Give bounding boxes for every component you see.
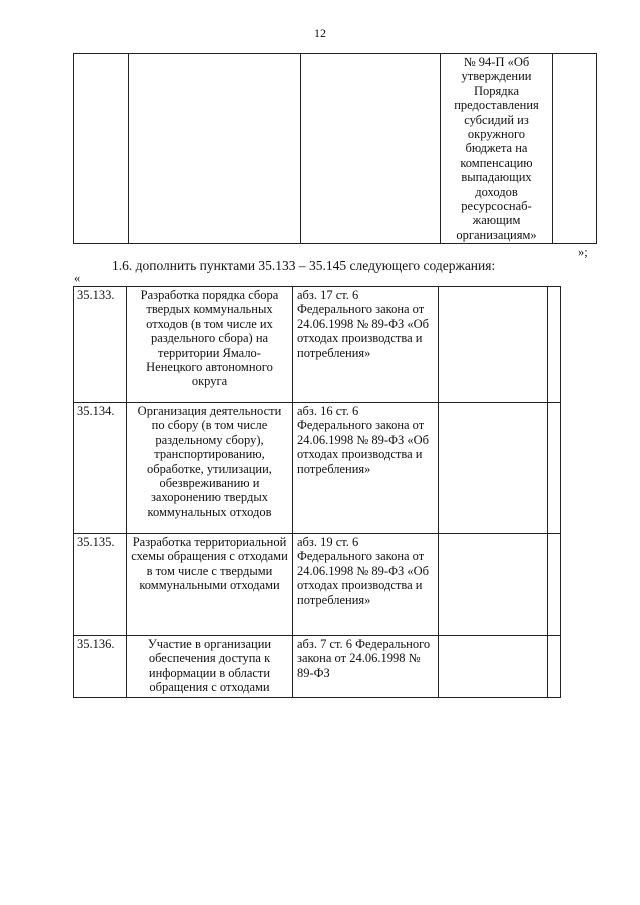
table-row — [74, 534, 561, 636]
item-number: 35.135. — [74, 534, 127, 636]
amendment-paragraph: 1.6. дополнить пунктами 35.133 – 35.145 следующего содержания: — [112, 258, 496, 273]
table-cell — [301, 54, 441, 244]
table-cell — [439, 534, 548, 636]
table-cell — [548, 534, 561, 636]
table-row — [74, 54, 597, 244]
item-name: Разработка территориальной схемы обращения с отходами в том числе с твердыми коммунальными отходами — [127, 534, 293, 636]
table-row — [74, 287, 561, 403]
closing-quote: »; — [578, 245, 588, 259]
table-row — [74, 403, 561, 534]
item-number: 35.134. — [74, 403, 127, 534]
item-legal-basis: абз. 7 ст. 6 Федерального закона от 24.06.1998 № 89-ФЗ — [293, 636, 439, 698]
table-cell — [439, 636, 548, 698]
table-cell — [548, 287, 561, 403]
item-name: Разработка порядка сбора твердых коммунальных отходов (в том числе их раздельного сбора) на территории Ямало-Ненецкого автономного округа — [127, 287, 293, 403]
item-name: Организация деятельности по сбору (в том числе раздельному сбору), транспортированию, обработке, утилизации, обезвреживанию и захоронению твердых коммунальных отходов — [127, 403, 293, 534]
table-cell — [548, 636, 561, 698]
item-legal-basis: абз. 17 ст. 6 Федерального закона от 24.06.1998 № 89-ФЗ «Об отходах производства и потребления» — [293, 287, 439, 403]
table-cell-legal-act: № 94-П «Об утверждении Порядка предоставления субсидий из окружного бюджета на компенсацию выпадающих доходов ресурсоснаб-жающим организациям» — [441, 54, 553, 244]
table-cell — [548, 403, 561, 534]
table-row — [74, 636, 561, 698]
item-number: 35.136. — [74, 636, 127, 698]
page-number: 12 — [314, 26, 326, 40]
added-items-table — [73, 286, 561, 698]
opening-quote: « — [74, 271, 81, 285]
item-legal-basis: абз. 19 ст. 6 Федерального закона от 24.06.1998 № 89-ФЗ «Об отходах производства и потребления» — [293, 534, 439, 636]
table-cell — [553, 54, 597, 244]
item-number: 35.133. — [74, 287, 127, 403]
item-name: Участие в организации обеспечения доступа к информации в области обращения с отходами — [127, 636, 293, 698]
continued-table — [73, 53, 597, 244]
table-cell — [439, 403, 548, 534]
table-cell — [129, 54, 301, 244]
table-cell — [74, 54, 129, 244]
table-cell — [439, 287, 548, 403]
item-legal-basis: абз. 16 ст. 6 Федерального закона от 24.06.1998 № 89-ФЗ «Об отходах производства и потребления» — [293, 403, 439, 534]
